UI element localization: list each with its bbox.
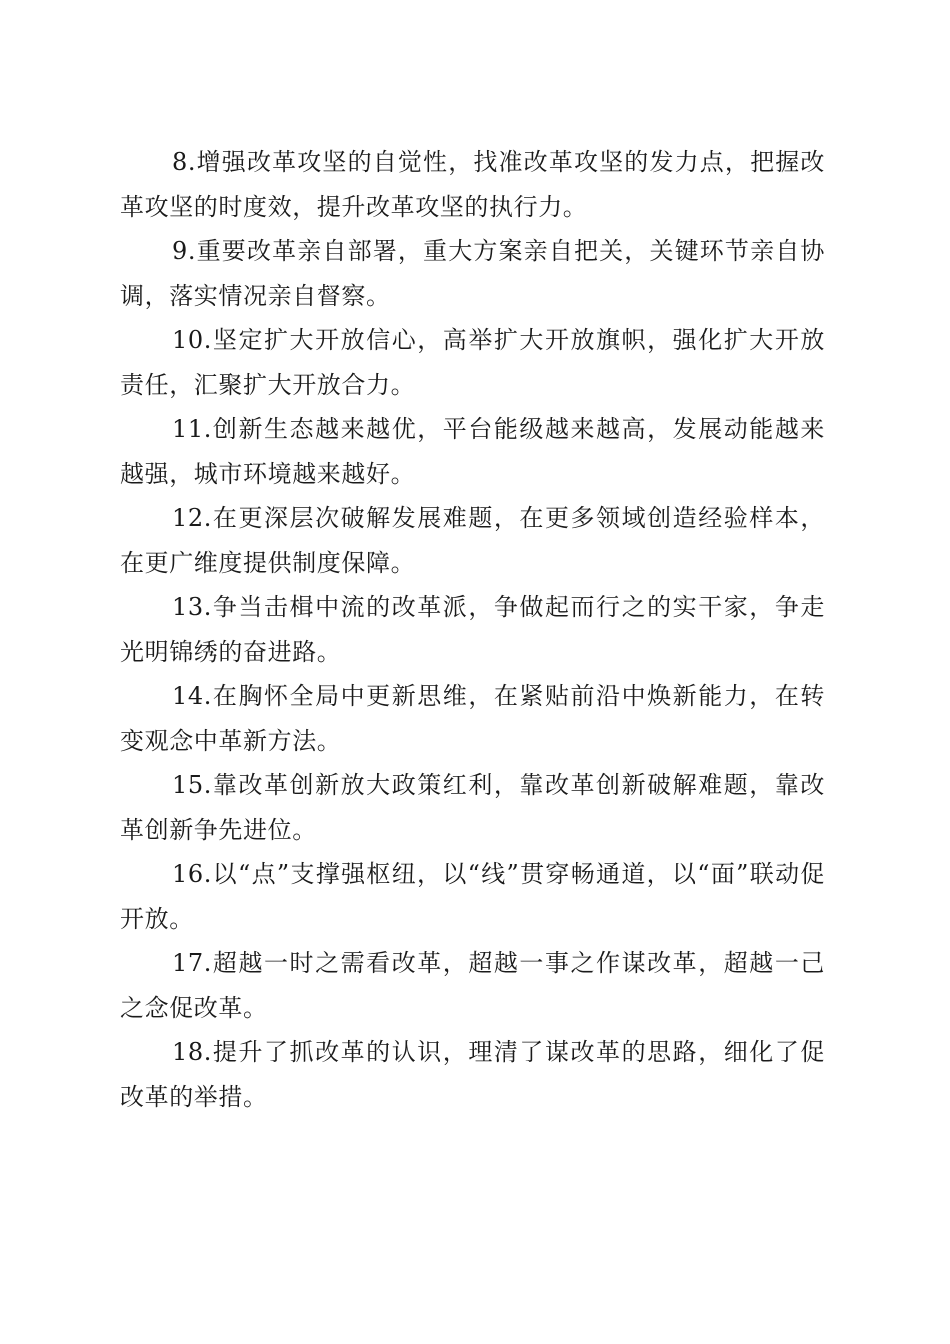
document-body xyxy=(120,140,825,1119)
paragraph-16: 16.以“点”支撑强枢纽，以“线”贯穿畅通道，以“面”联动促开放。 xyxy=(120,860,825,933)
paragraph-15: 15.靠改革创新放大政策红利，靠改革创新破解难题，靠改革创新争先进位。 xyxy=(120,771,825,844)
paragraph-18: 18.提升了抓改革的认识，理清了谋改革的思路，细化了促改革的举措。 xyxy=(120,1038,825,1111)
paragraph-13: 13.争当击楫中流的改革派，争做起而行之的实干家，争走光明锦绣的奋进路。 xyxy=(120,593,825,666)
paragraph-17: 17.超越一时之需看改革，超越一事之作谋改革，超越一己之念促改革。 xyxy=(120,949,825,1022)
paragraph-9: 9.重要改革亲自部署，重大方案亲自把关，关键环节亲自协调，落实情况亲自督察。 xyxy=(120,237,825,310)
paragraph-8: 8.增强改革攻坚的自觉性，找准改革攻坚的发力点，把握改革攻坚的时度效，提升改革攻坚的执行力。 xyxy=(120,148,825,221)
paragraph-11: 11.创新生态越来越优，平台能级越来越高，发展动能越来越强，城市环境越来越好。 xyxy=(120,415,825,488)
paragraph-14: 14.在胸怀全局中更新思维，在紧贴前沿中焕新能力，在转变观念中革新方法。 xyxy=(120,682,825,755)
paragraph-10: 10.坚定扩大开放信心，高举扩大开放旗帜，强化扩大开放责任，汇聚扩大开放合力。 xyxy=(120,326,825,399)
paragraph-12: 12.在更深层次破解发展难题，在更多领域创造经验样本，在更广维度提供制度保障。 xyxy=(120,504,825,577)
